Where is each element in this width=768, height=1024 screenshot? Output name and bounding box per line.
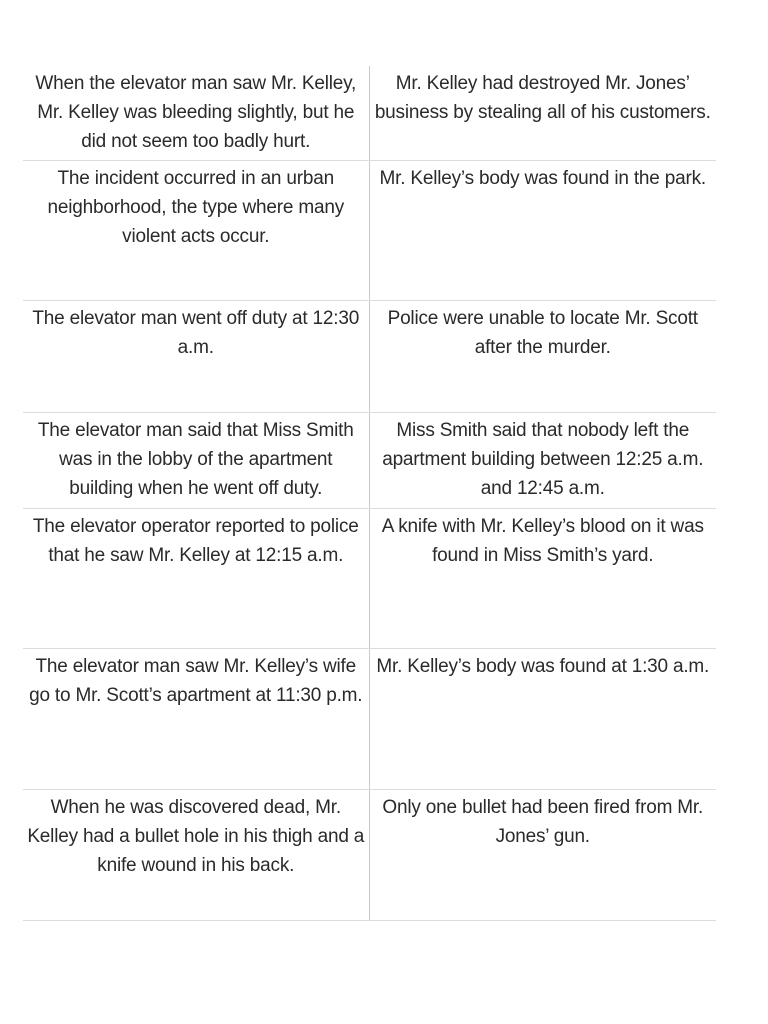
clue-row [23,790,716,921]
clue-card: The elevator man went off duty at 12:30 a.m. [23,301,370,412]
clue-card: The elevator operator reported to police that he saw Mr. Kelley at 12:15 a.m. [23,509,370,648]
clue-row [23,66,716,161]
clue-card: A knife with Mr. Kelley’s blood on it was found in Miss Smith’s yard. [381,516,704,566]
clue-card: When the elevator man saw Mr. Kelley, Mr. Kelley was bleeding slightly, but he did not seem too badly hurt. [23,66,370,160]
clue-row [23,413,716,509]
clue-row [23,301,716,413]
clue-card: Mr. Kelley had destroyed Mr. Jones’ business by stealing all of his customers. [374,73,711,123]
clue-card: When he was discovered dead, Mr. Kelley had a bullet hole in his thigh and a knife wound in his back. [23,790,370,920]
clue-card: Mr. Kelley’s body was found at 1:30 a.m. [376,656,710,677]
clue-card: The incident occurred in an urban neighborhood, the type where many violent acts occur. [23,161,370,300]
clue-card-table [23,66,716,921]
clue-card: Police were unable to locate Mr. Scott after the murder. [387,308,698,358]
clue-card: Mr. Kelley’s body was found in the park. [379,168,706,189]
clue-row [23,649,716,790]
clue-card: Miss Smith said that nobody left the apartment building between 12:25 a.m. and 12:45 a.m. [382,420,704,499]
clue-card: Only one bullet had been fired from Mr. Jones’ gun. [382,797,704,847]
clue-card: The elevator man said that Miss Smith was in the lobby of the apartment building when he went off duty. [23,413,370,508]
clue-row [23,509,716,649]
clue-row [23,161,716,301]
clue-card: The elevator man saw Mr. Kelley’s wife go to Mr. Scott’s apartment at 11:30 p.m. [23,649,370,789]
